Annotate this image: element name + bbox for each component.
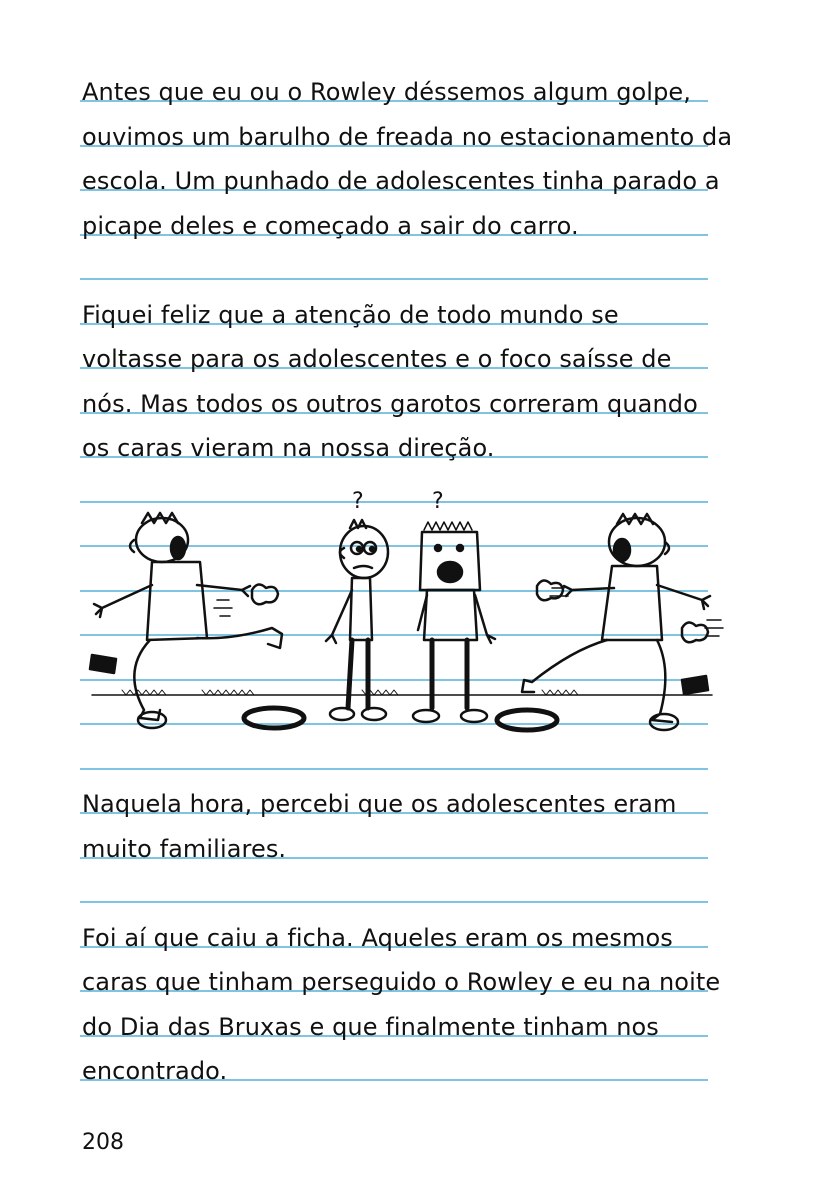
question-marks — [352, 490, 444, 514]
question-mark: ? — [432, 490, 444, 514]
ruled-line — [80, 901, 708, 903]
ruled-line — [80, 768, 708, 770]
kids-chase-illustration — [82, 490, 728, 740]
running-teen-right — [522, 514, 723, 730]
text-line: voltasse para os adolescentes e o foco saísse de — [82, 345, 672, 373]
text-line: muito familiares. — [82, 835, 287, 863]
ruled-line — [80, 278, 708, 280]
greg-character — [326, 520, 388, 720]
rowley-character — [413, 522, 495, 722]
question-mark: ? — [352, 490, 364, 514]
text-line: do Dia das Bruxas e que finalmente tinham nos — [82, 1013, 659, 1041]
text-line: Foi aí que caiu a ficha. Aqueles eram os mesmos — [82, 924, 673, 952]
text-line: ouvimos um barulho de freada no estacionamento da — [82, 123, 733, 151]
text-line: Fiquei feliz que a atenção de todo mundo se — [82, 301, 619, 329]
page-number: 208 — [82, 1130, 124, 1155]
text-line: Naquela hora, percebi que os adolescentes eram — [82, 790, 677, 818]
text-line: picape deles e começado a sair do carro. — [82, 212, 579, 240]
text-line: os caras vieram na nossa direção. — [82, 434, 495, 462]
text-line: escola. Um punhado de adolescentes tinha parado a — [82, 167, 720, 195]
text-line: encontrado. — [82, 1057, 228, 1085]
text-line: Antes que eu ou o Rowley déssemos algum golpe, — [82, 78, 692, 106]
text-line: caras que tinham perseguido o Rowley e eu na noite — [82, 968, 721, 996]
text-line: nós. Mas todos os outros garotos correram quando — [82, 390, 698, 418]
